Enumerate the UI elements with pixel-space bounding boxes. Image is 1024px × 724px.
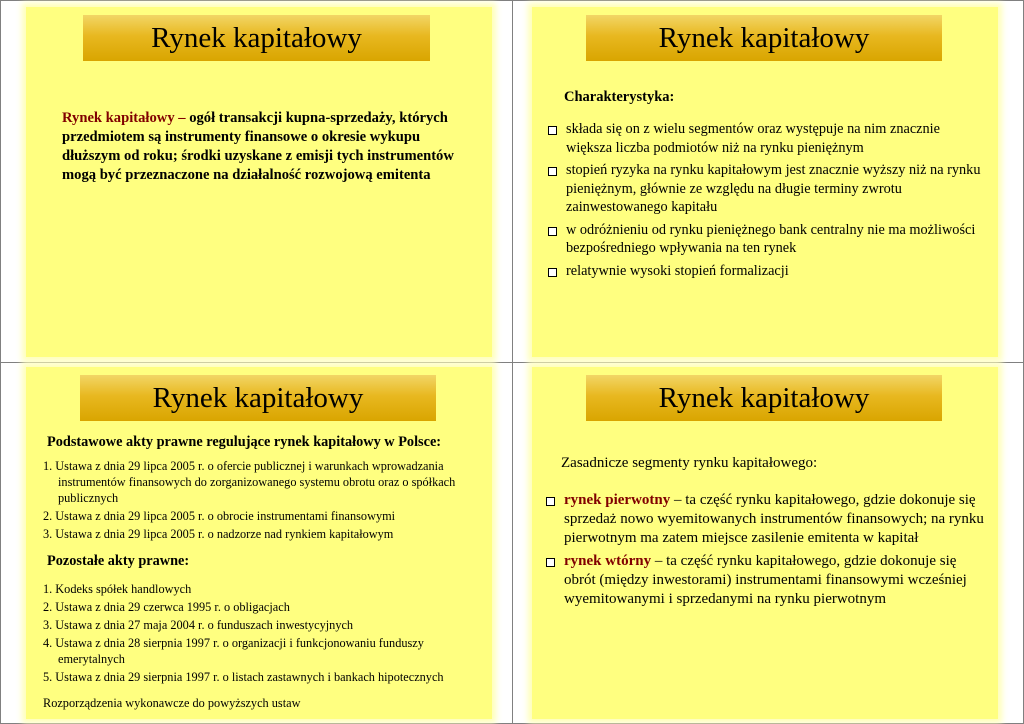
checkbox-bullet-icon — [548, 227, 557, 236]
horizontal-divider — [0, 362, 1024, 363]
other-acts-heading: Pozostałe akty prawne: — [47, 553, 190, 569]
list-item: składa się on z wielu segmentów oraz występuje na nim znacznie większa liczba podmiotów niż na rynku pieniężnym — [546, 120, 986, 157]
list-item: 5. Ustawa z dnia 29 sierpnia 1997 r. o listach zastawnych i bankach hipotecznych — [43, 670, 444, 684]
segments-list — [544, 491, 984, 613]
slide-title: Rynek kapitałowy — [586, 375, 942, 421]
definition — [62, 109, 462, 185]
characteristics-heading: Charakterystyka: — [564, 89, 675, 105]
slide-1 — [26, 7, 492, 357]
checkbox-bullet-icon — [548, 167, 557, 176]
regulations-note: Rozporządzenia wykonawcze do powyższych ustaw — [43, 696, 301, 710]
list-item: 1. Ustawa z dnia 29 lipca 2005 r. o ofercie publicznej i warunkach wprowadzania instrumentów finansowych do zorganizowanego systemu obrotu oraz o spółkach publicznych — [43, 459, 456, 505]
list-item — [544, 552, 984, 609]
slide-title: Rynek kapitałowy — [586, 15, 942, 61]
segment-term: rynek wtórny — [564, 553, 652, 569]
list-item: stopień ryzyka na rynku kapitałowym jest znacznie wyższy niż na rynku pieniężnym, głównie ze względu na długie terminy zwrotu zainwestowanego kapitału — [546, 161, 986, 217]
segment-text: – ta część rynku kapitałowego, gdzie dokonuje się obrót (między inwestorami) instrumentami finansowymi wcześniej wyemitowanymi i sprzedanymi na rynku pierwotnym — [564, 553, 967, 607]
slide-4 — [532, 367, 998, 719]
list-item: 2. Ustawa z dnia 29 lipca 2005 r. o obrocie instrumentami finansowymi — [43, 509, 396, 523]
segments-heading: Zasadnicze segmenty rynku kapitałowego: — [561, 455, 818, 471]
slide-title: Rynek kapitałowy — [80, 375, 436, 421]
list-item — [544, 491, 984, 548]
slide-3 — [26, 367, 492, 719]
checkbox-bullet-icon — [548, 268, 557, 277]
definition-text: ogół transakcji kupna-sprzedaży, których przedmiotem są instrumenty finansowe o okresie wykupu dłuższym od roku; środki uzyskane z emisji tych instrumentów mogą być przeznaczone na działalność rozwojową emitenta — [62, 110, 454, 183]
list-item: 3. Ustawa z dnia 27 maja 2004 r. o funduszach inwestycyjnych — [43, 618, 354, 632]
segment-text: – ta część rynku kapitałowego, gdzie dokonuje się sprzedaż nowo wyemitowanych instrumentów finansowych; na rynku pierwotnym ma zatem miejsce zasilenie emitenta w kapitał — [564, 492, 984, 546]
list-item: 4. Ustawa z dnia 28 sierpnia 1997 r. o organizacji i funkcjonowaniu funduszy emerytalnych — [43, 636, 424, 666]
other-acts-list — [43, 581, 483, 687]
segment-term: rynek pierwotny — [564, 492, 671, 508]
list-item: 2. Ustawa z dnia 29 czerwca 1995 r. o obligacjach — [43, 600, 290, 614]
checkbox-bullet-icon — [548, 126, 557, 135]
checkbox-bullet-icon — [546, 497, 555, 506]
characteristics-list — [546, 120, 986, 284]
slide-2 — [532, 7, 998, 357]
checkbox-bullet-icon — [546, 558, 555, 567]
definition-term: Rynek kapitałowy – — [62, 110, 186, 126]
list-item: 1. Kodeks spółek handlowych — [43, 582, 192, 596]
list-item: w odróżnieniu od rynku pieniężnego bank centralny nie ma możliwości bezpośredniego wpływania na ten rynek — [546, 221, 986, 258]
list-item: relatywnie wysoki stopień formalizacji — [546, 262, 986, 281]
basic-acts-heading: Podstawowe akty prawne regulujące rynek kapitałowy w Polsce: — [47, 434, 442, 450]
basic-acts-list — [43, 458, 483, 544]
slide-title: Rynek kapitałowy — [83, 15, 430, 61]
list-item: 3. Ustawa z dnia 29 lipca 2005 r. o nadzorze nad rynkiem kapitałowym — [43, 527, 394, 541]
